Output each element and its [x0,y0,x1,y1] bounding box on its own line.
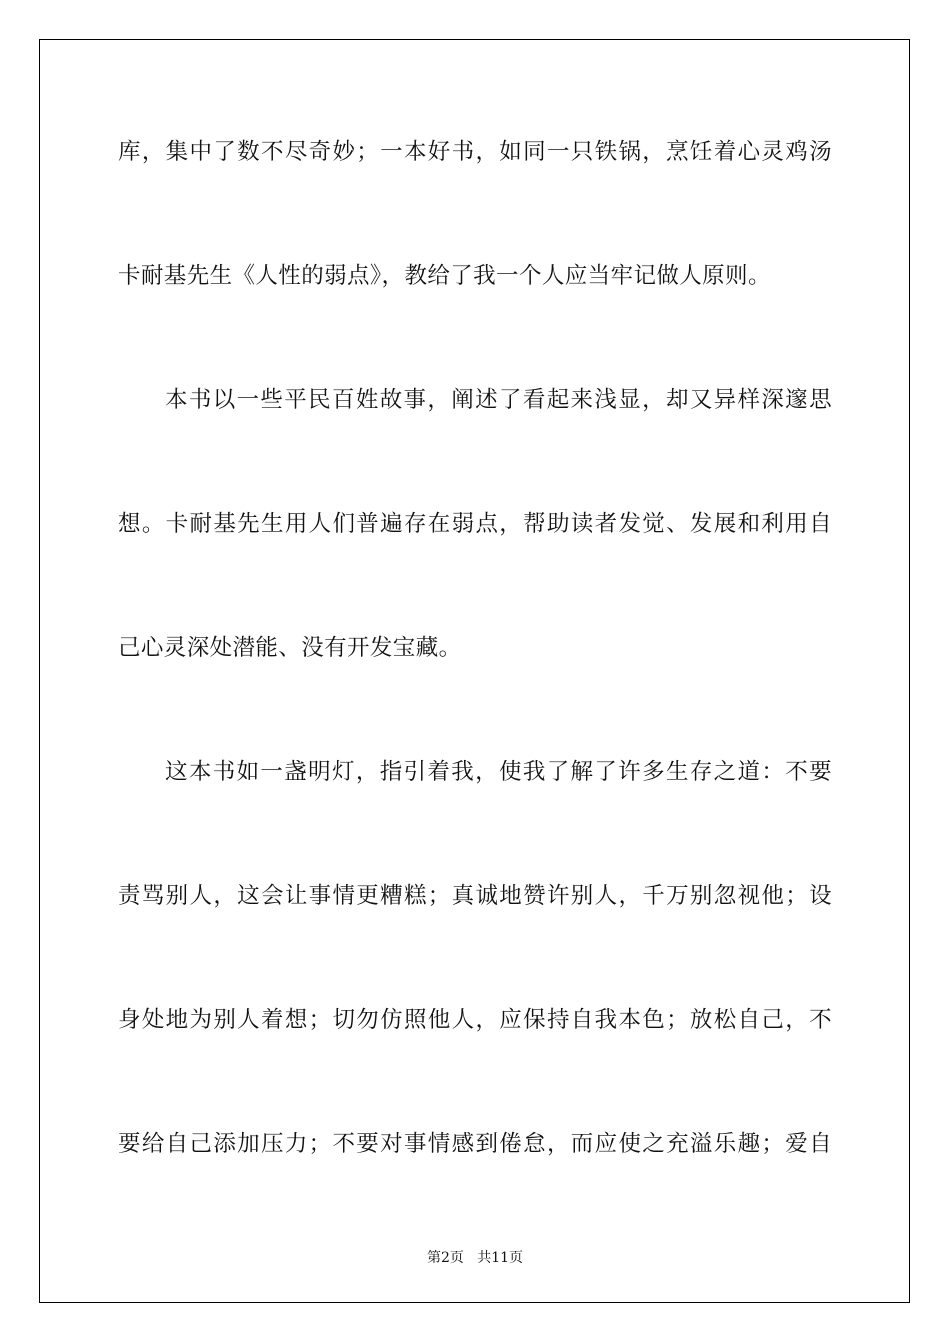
text-line: 想。卡耐基先生用人们普遍存在弱点，帮助读者发觉、发展和利用自 [118,511,832,537]
text-line: 库，集中了数不尽奇妙；一本好书，如同一只铁锅，烹饪着心灵鸡汤 [118,139,832,165]
text-line: 这本书如一盏明灯，指引着我，使我了解了许多生存之道：不要 [165,759,832,785]
text-line: 责骂别人，这会让事情更糟糕；真诚地赞许别人，千万别忽视他；设 [118,883,832,909]
text-line: 卡耐基先生《人性的弱点》，教给了我一个人应当牢记做人原则。 [118,263,771,289]
page-number-footer: 第2页 共11页 [426,1250,524,1266]
text-line: 要给自己添加压力；不要对事情感到倦怠，而应使之充溢乐趣；爱自 [118,1131,832,1157]
text-line: 身处地为别人着想；切勿仿照他人，应保持自我本色；放松自己，不 [118,1007,832,1033]
text-line: 己心灵深处潜能、没有开发宝藏。 [118,635,462,661]
text-line: 本书以一些平民百姓故事，阐述了看起来浅显，却又异样深邃思 [165,387,832,413]
